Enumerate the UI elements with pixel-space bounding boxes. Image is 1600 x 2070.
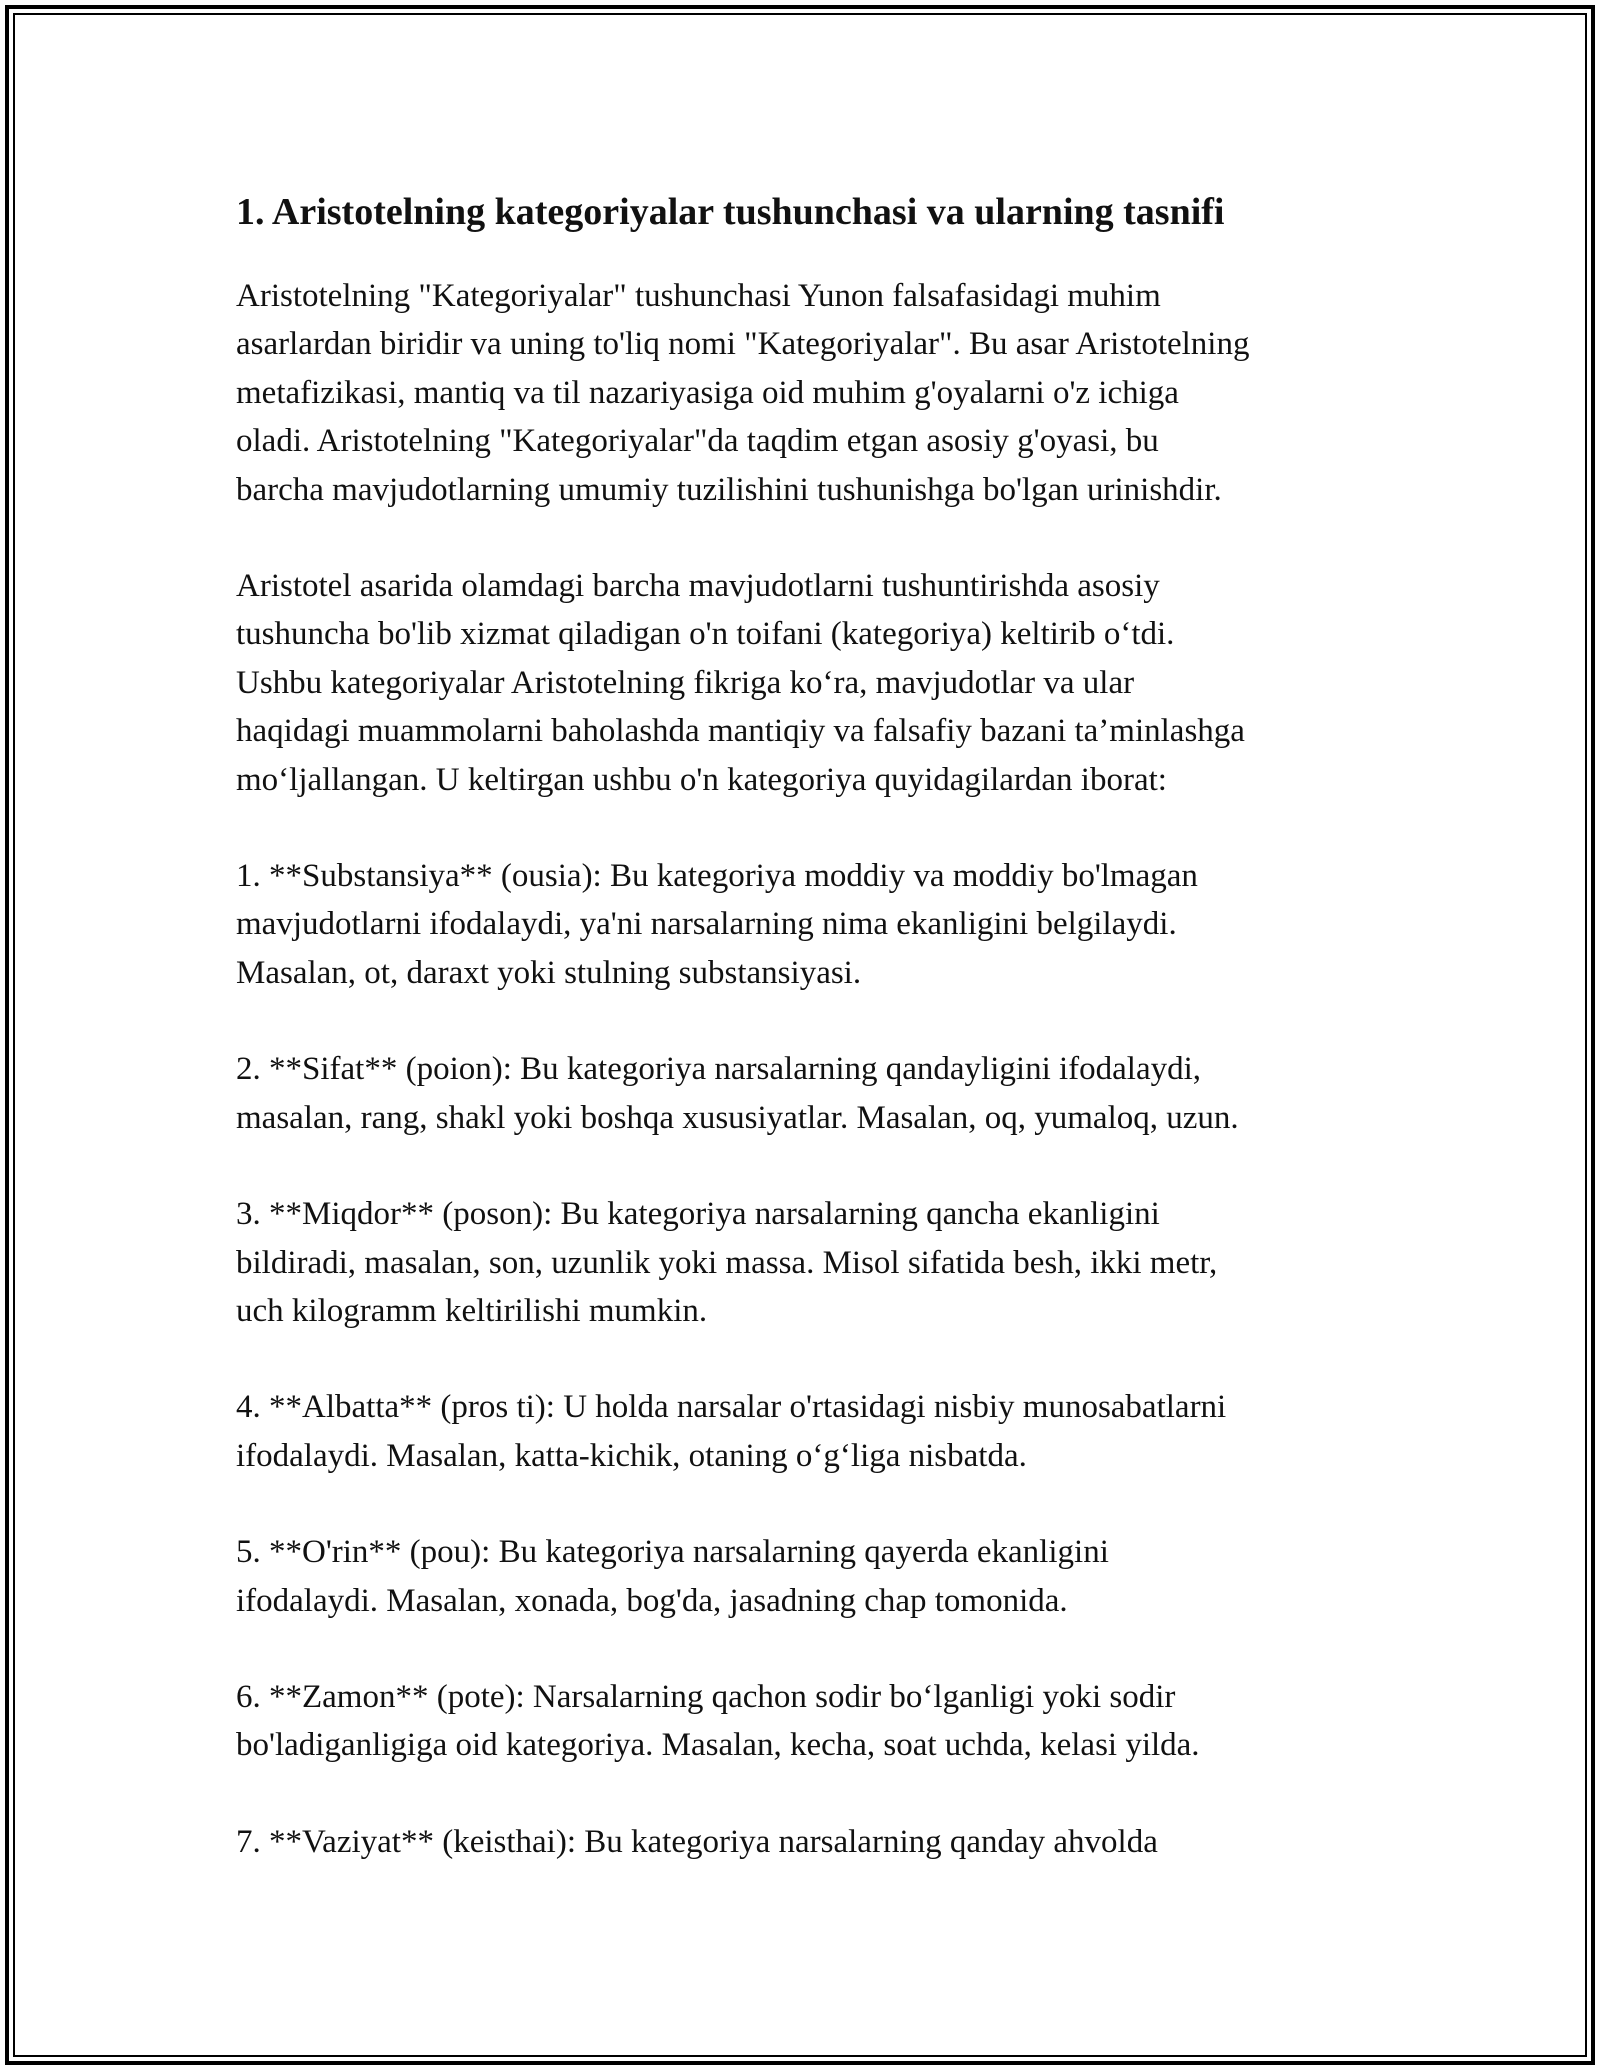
- list-item-substansiya: [236, 852, 1386, 997]
- paragraph-categories-intro: [236, 562, 1386, 804]
- text-line: tushuncha bo'lib xizmat qiladigan o'n toifani (kategoriya) keltirib o‘tdi.: [236, 616, 1175, 653]
- document-body: [236, 186, 1386, 1866]
- text-line: 5. **O'rin** (pou): Bu kategoriya narsalarning qayerda ekanligini: [236, 1534, 1109, 1571]
- text-line: uch kilogramm keltirilishi mumkin.: [236, 1292, 708, 1329]
- text-line: mavjudotlarni ifodalaydi, ya'ni narsalarning nima ekanligini belgilaydi.: [236, 906, 1177, 943]
- text-line: ifodalaydi. Masalan, xonada, bog'da, jasadning chap tomonida.: [236, 1582, 1068, 1619]
- text-line: masalan, rang, shakl yoki boshqa xususiyatlar. Masalan, oq, yumaloq, uzun.: [236, 1099, 1239, 1136]
- text-line: 1. **Substansiya** (ousia): Bu kategoriya moddiy va moddiy bo'lmagan: [236, 858, 1198, 895]
- list-item-orin: [236, 1528, 1386, 1625]
- text-line: 2. **Sifat** (poion): Bu kategoriya narsalarning qandayligini ifodalaydi,: [236, 1051, 1202, 1088]
- text-line: 6. **Zamon** (pote): Narsalarning qachon sodir bo‘lganligi yoki sodir: [236, 1678, 1176, 1715]
- text-line: haqidagi muammolarni baholashda mantiqiy va falsafiy bazani ta’minlashga: [236, 713, 1245, 750]
- list-item-sifat: [236, 1045, 1386, 1142]
- text-line: Aristotelning "Kategoriyalar" tushunchasi Yunon falsafasidagi muhim: [236, 278, 1161, 314]
- list-item-miqdor: [236, 1190, 1386, 1335]
- text-line: mo‘ljallangan. U keltirgan ushbu o'n kategoriya quyidagilardan iborat:: [236, 761, 1167, 798]
- text-line: bo'ladiganligiga oid kategoriya. Masalan, kecha, soat uchda, kelasi yilda.: [236, 1727, 1200, 1764]
- text-line: barcha mavjudotlarning umumiy tuzilishini tushunishga bo'lgan urinishdir.: [236, 471, 1222, 508]
- list-item-albatta: [236, 1383, 1386, 1480]
- text-line: bildiradi, masalan, son, uzunlik yoki massa. Misol sifatida besh, ikki metr,: [236, 1244, 1218, 1281]
- text-line: 4. **Albatta** (pros ti): U holda narsalar o'rtasidagi nisbiy munosabatlarni: [236, 1389, 1227, 1426]
- text-line: 7. **Vaziyat** (keisthai): Bu kategoriya narsalarning qanday ahvolda: [236, 1823, 1158, 1860]
- list-item-vaziyat: [236, 1818, 1386, 1866]
- text-line: asarlardan biridir va uning to'liq nomi "Kategoriyalar". Bu asar Aristotelning: [236, 326, 1250, 363]
- paragraph-intro: [236, 272, 1386, 514]
- list-item-zamon: [236, 1673, 1386, 1770]
- document-title: 1. Aristotelning kategoriyalar tushunchasi va ularning tasnifi: [236, 191, 1225, 233]
- text-line: Aristotel asarida olamdagi barcha mavjudotlarni tushuntirishda asosiy: [236, 568, 1160, 605]
- text-line: Masalan, ot, daraxt yoki stulning substansiyasi.: [236, 954, 862, 991]
- text-line: ifodalaydi. Masalan, katta-kichik, otaning o‘g‘liga nisbatda.: [236, 1437, 1027, 1474]
- text-line: 3. **Miqdor** (poson): Bu kategoriya narsalarning qancha ekanligini: [236, 1196, 1160, 1233]
- text-line: Ushbu kategoriyalar Aristotelning fikriga ko‘ra, mavjudotlar va ular: [236, 664, 1135, 701]
- text-line: metafizikasi, mantiq va til nazariyasiga oid muhim g'oyalarni o'z ichiga: [236, 374, 1179, 411]
- text-line: oladi. Aristotelning "Kategoriyalar"da taqdim etgan asosiy g'oyasi, bu: [236, 423, 1159, 460]
